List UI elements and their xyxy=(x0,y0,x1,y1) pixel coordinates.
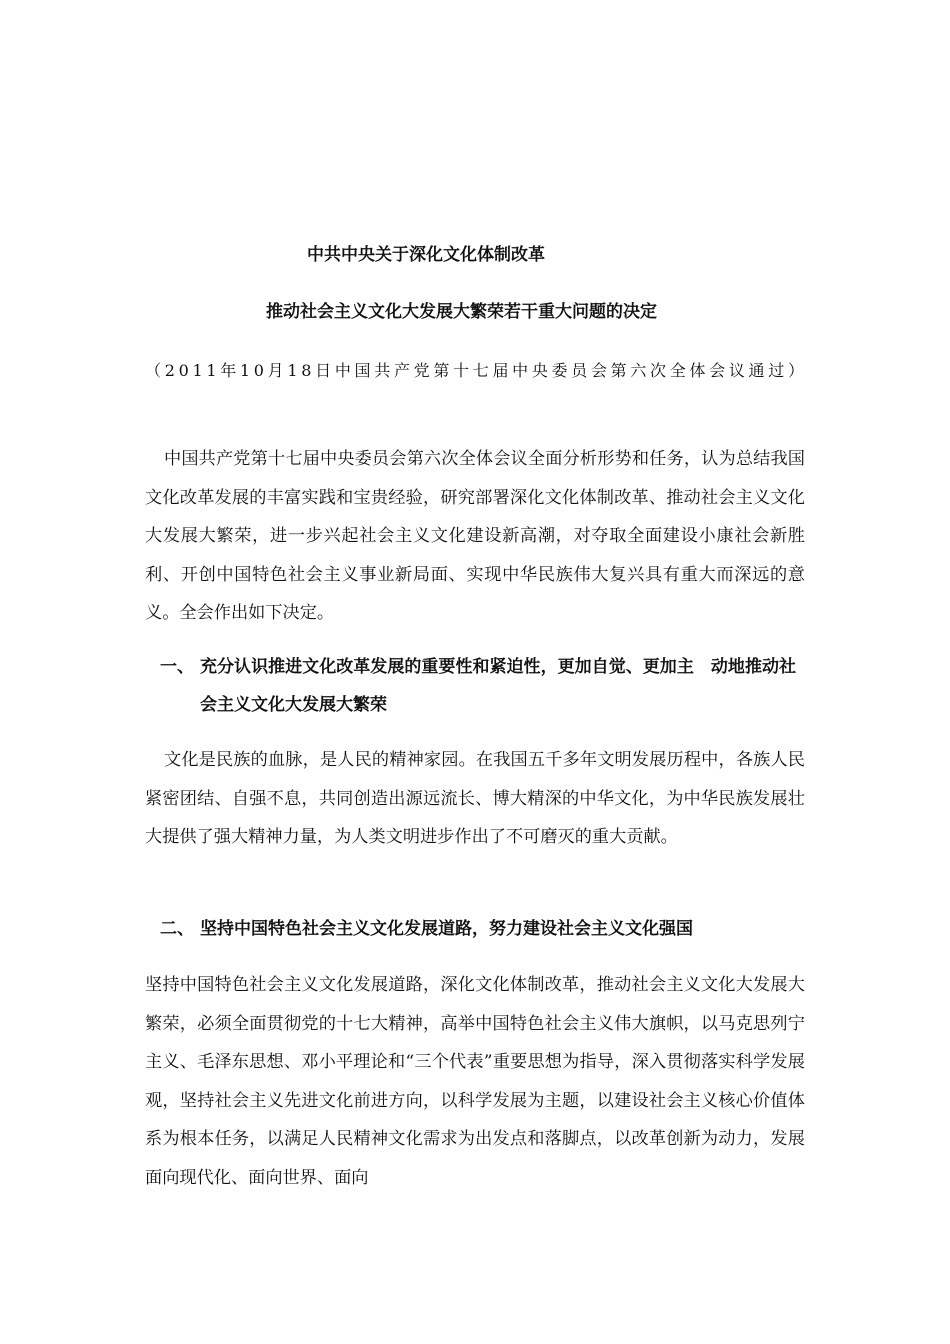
document-title-line-2: 推动社会主义文化大发展大繁荣若干重大问题的决定 xyxy=(266,302,657,322)
section-1-paragraph: 文化是民族的血脉，是人民的精神家园。在我国五千多年文明发展历程中，各族人民紧密团结、自强不息，共同创造出源远流长、博大精深的中华文化，为中华民族发展壮大提供了强大精神力量，为人类文明进步作出了不可磨灭的重大贡献。 xyxy=(145,750,805,847)
section-2-heading-text: 坚持中国特色社会主义文化发展道路，努力建设社会主义文化强国 xyxy=(200,919,693,939)
section-2-heading xyxy=(160,910,800,948)
section-1-heading-text: 充分认识推进文化改革发展的重要性和紧迫性，更加自觉、更加主 动地推动社会主义文化大发展大繁荣 xyxy=(200,657,796,715)
section-1-heading xyxy=(160,648,796,724)
intro-paragraph: 中国共产党第十七届中央委员会第六次全体会议全面分析形势和任务，认为总结我国文化改革发展的丰富实践和宝贵经验，研究部署深化文化体制改革、推动社会主义文化大发展大繁荣，进一步兴起社会主义文化建设新高潮，对夺取全面建设小康社会新胜利、开创中国特色社会主义事业新局面、实现中华民族伟大复兴具有重大而深远的意义。全会作出如下决定。 xyxy=(145,449,805,623)
section-2-paragraph: 坚持中国特色社会主义文化发展道路，深化文化体制改革，推动社会主义文化大发展大繁荣，必须全面贯彻党的十七大精神，高举中国特色社会主义伟大旗帜，以马克思列宁主义、毛泽东思想、邓小平理论和“三个代表”重要思想为指导，深入贯彻落实科学发展观，坚持社会主义先进文化前进方向，以科学发展为主题，以建设社会主义核心价值体系为根本任务，以满足人民精神文化需求为出发点和落脚点，以改革创新为动力，发展面向现代化、面向世界、面向 xyxy=(145,975,805,1188)
section-2-number: 二、 xyxy=(160,919,194,939)
adoption-note: （2011年10月18日中国共产党第十七届中央委员会第六次全体会议通过） xyxy=(145,361,808,380)
document-title-line-1: 中共中央关于深化文化体制改革 xyxy=(307,245,545,265)
section-1-number: 一、 xyxy=(160,657,194,677)
